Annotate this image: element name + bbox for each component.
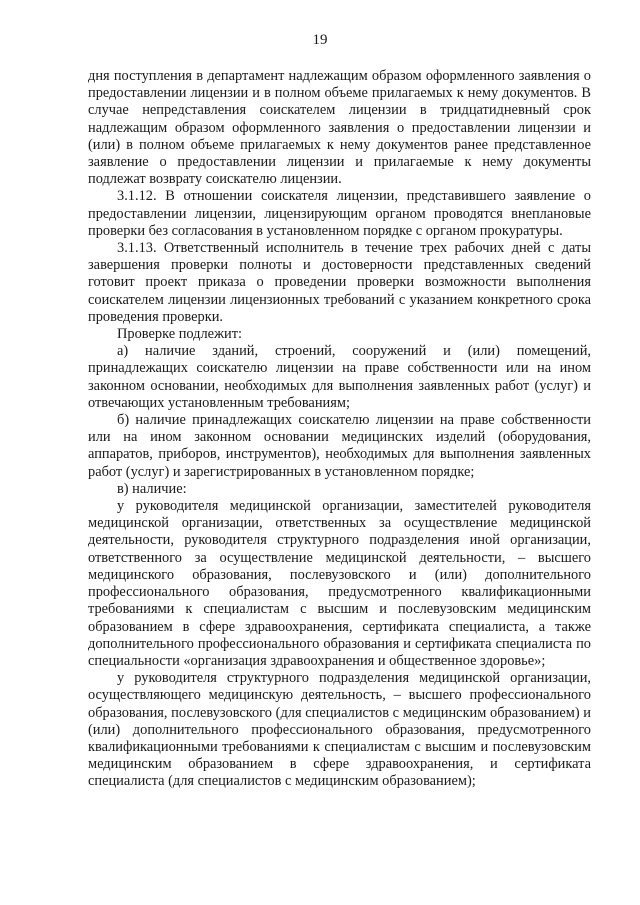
page-number: 19 bbox=[312, 32, 328, 48]
list-item-v: в) наличие: bbox=[117, 480, 187, 497]
document-body bbox=[88, 68, 591, 791]
list-item-v-managers: у руководителя медицинской организации, заместителей руководителя медицинской организации, ответственных за осуществление медицинской деятельности, руководителя структурного подразделения иной организации, ответственного за осуществление медицинской деятельности, – высшего медицинского образования, послевузовского и (или) дополнительного профессионального образования, предусмотренного квалификационными требованиями к специалистам с высшим и послевузовским медицинским образованием в сфере здравоохранения, сертификата специалиста, а также дополнительного профессионального образования и сертификата специалиста по специальности «организация здравоохранения и общественное здоровье»; bbox=[88, 498, 591, 669]
clause-3-1-12: 3.1.12. В отношении соискателя лицензии, представившего заявление о предоставлении лицензии, лицензирующим органом проводятся внеплановые проверки без согласования в установленном порядке с органом прокуратуры. bbox=[88, 188, 591, 239]
paragraph-continuation: дня поступления в департамент надлежащим образом оформленного заявления о предоставлении лицензии и в полном объеме прилагаемых к нему документов. В случае непредставления соискателем лицензии в тридцатидневный срок надлежащим образом оформленного заявления о предоставлении лицензии и (или) в полном объеме прилагаемых к нему документов ранее представленное заявление о предоставлении лицензии и прилагаемые к нему документы подлежат возврату соискателю лицензии. bbox=[88, 68, 591, 188]
clause-3-1-13: 3.1.13. Ответственный исполнитель в течение трех рабочих дней с даты завершения проверки полноты и достоверности представленных сведений готовит проект приказа о проведении проверки возможности выполнения соискателем лицензии лицензионных требований с указанием конкретного срока проведения проверки. bbox=[88, 240, 591, 325]
list-item-v-unit-heads: у руководителя структурного подразделения медицинской организации, осуществляющего медицинскую деятельность, – высшего профессионального образования, послевузовского (для специалистов с медицинским образованием) и (или) дополнительного профессионального образования, предусмотренного квалификационными требованиями к специалистам с высшим и послевузовским медицинским образованием в сфере здравоохранения, и сертификата специалиста (для специалистов с медицинским образованием); bbox=[88, 670, 591, 790]
list-item-a: а) наличие зданий, строений, сооружений и (или) помещений, принадлежащих соискателю лицензии на праве собственности или на ином законном основании, необходимых для выполнения заявленных работ (услуг) и отвечающих установленным требованиям; bbox=[88, 343, 591, 411]
subject-to-check-heading: Проверке подлежит: bbox=[117, 326, 242, 343]
list-item-b: б) наличие принадлежащих соискателю лицензии на праве собственности или на ином законном основании медицинских изделий (оборудования, аппаратов, приборов, инструментов), необходимых для выполнения заявленных работ (услуг) и зарегистрированных в установленном порядке; bbox=[88, 412, 591, 480]
